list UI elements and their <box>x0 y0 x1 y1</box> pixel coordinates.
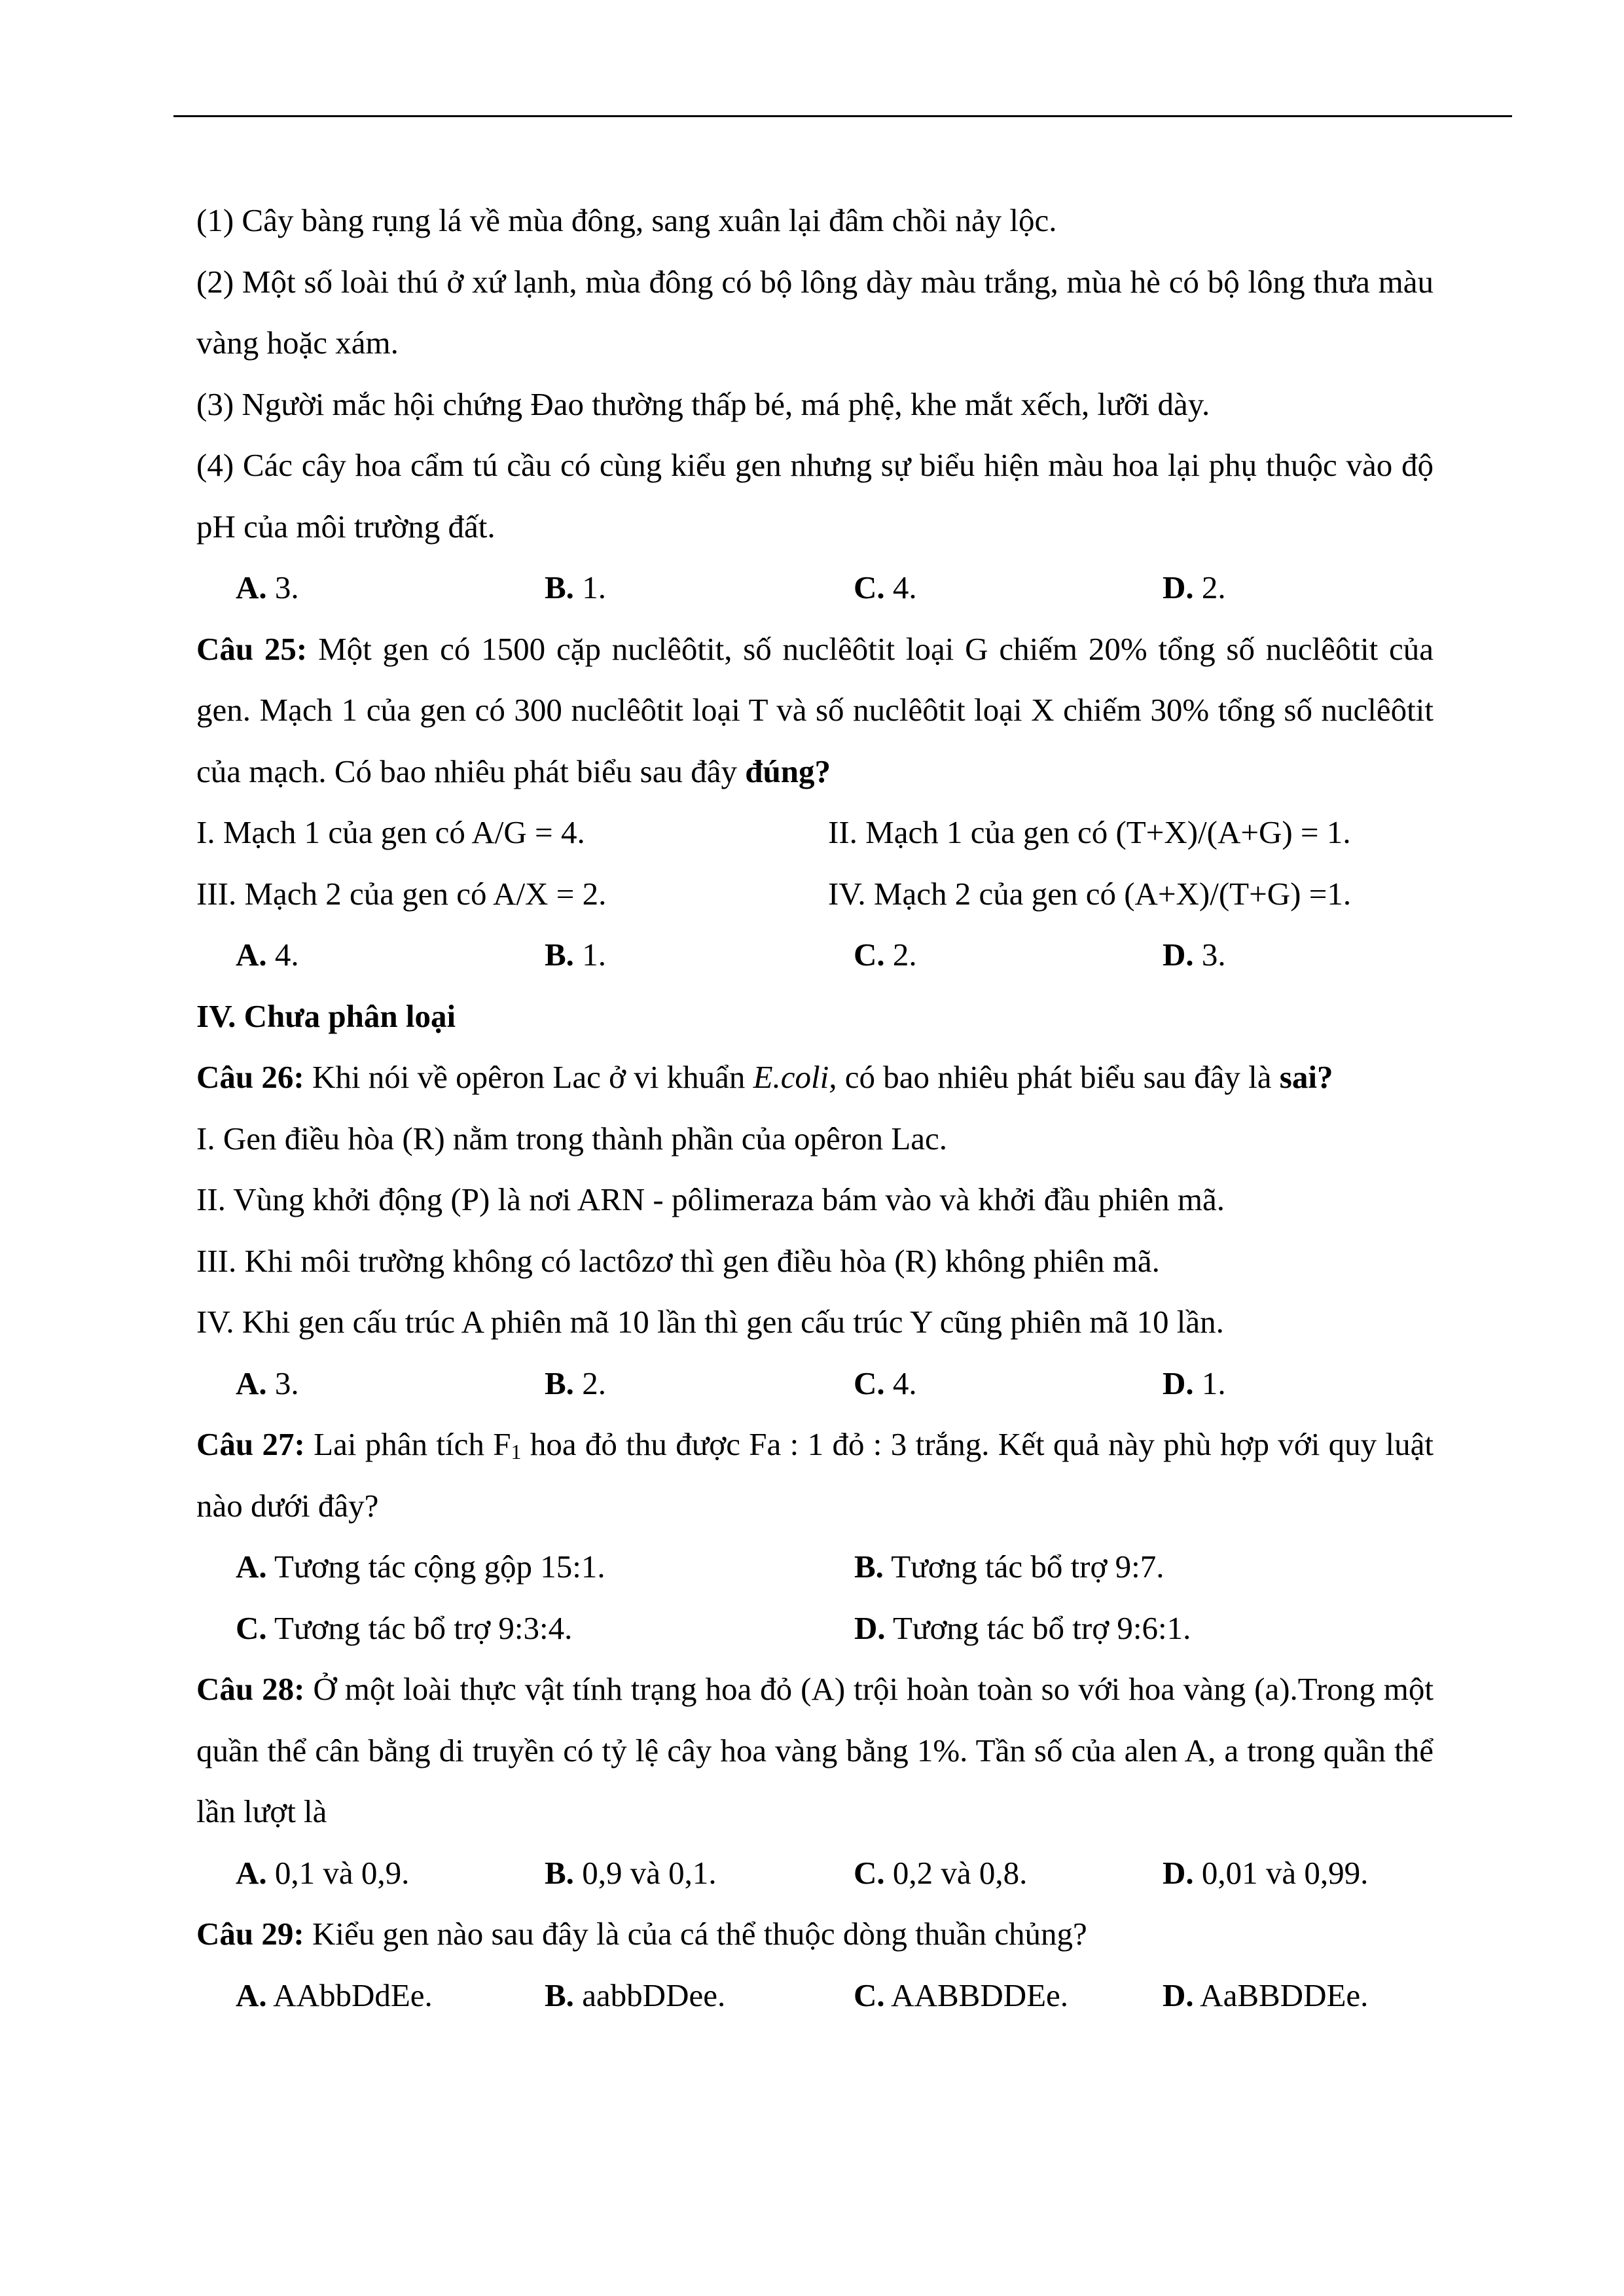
q25-statement-4: IV. Mạch 2 của gen có (A+X)/(T+G) =1. <box>828 875 1352 912</box>
option-c: C. 4. <box>854 569 917 605</box>
header-rule <box>173 115 1512 117</box>
q26-statement-2: II. Vùng khởi động (P) là nơi ARN - pôlimeraza bám vào và khởi đầu phiên mã. <box>196 1181 1225 1217</box>
statement-1: (1) Cây bàng rụng lá về mùa đông, sang xuân lại đâm chồi nảy lộc. <box>196 202 1057 238</box>
option-d: D. 3. <box>1163 937 1226 973</box>
option-a: A. 0,1 và 0,9. <box>236 1854 410 1891</box>
question-26: Câu 26: Khi nói về opêron Lac ở vi khuẩn E.coli, có bao nhiêu phát biểu sau đây là sai? <box>196 1059 1333 1095</box>
option-a: A. AAbbDdEe. <box>236 1977 433 2013</box>
question-25: Câu 25: Một gen có 1500 cặp nuclêôtit, số nuclêôtit loại G chiếm 20% tổng số nuclêôtit của gen. Mạch 1 của gen có 300 nuclêôtit loại T và số nuclêôtit loại X chiếm 30% tổng số nuclêôtit của mạch. Có bao nhiêu phát biểu sau đây đúng? <box>196 630 1434 789</box>
section-heading: IV. Chưa phân loại <box>196 997 456 1034</box>
q29-options <box>196 1965 1434 2026</box>
q25-statement-2: II. Mạch 1 của gen có (T+X)/(A+G) = 1. <box>828 814 1351 850</box>
q25-statement-1: I. Mạch 1 của gen có A/G = 4. <box>196 814 585 850</box>
q27-options-row-1 <box>196 1536 1434 1598</box>
option-c: C. 4. <box>854 1365 917 1401</box>
option-d: D. 1. <box>1163 1365 1226 1401</box>
option-b: B. 0,9 và 0,1. <box>545 1854 717 1891</box>
document-body <box>196 190 1434 2026</box>
option-b: B. 1. <box>545 569 606 605</box>
statement-4: (4) Các cây hoa cẩm tú cầu có cùng kiểu gen nhưng sự biểu hiện màu hoa lại phụ thuộc vào độ pH của môi trường đất. <box>196 447 1434 545</box>
option-b: B. aabbDDee. <box>545 1977 726 2013</box>
option-d: D. 0,01 và 0,99. <box>1163 1854 1369 1891</box>
question-29: Câu 29: Kiểu gen nào sau đây là của cá thể thuộc dòng thuần chủng? <box>196 1916 1087 1952</box>
option-d: D. 2. <box>1163 569 1226 605</box>
option-c: C. AABBDDEe. <box>854 1977 1069 2013</box>
q25-statements-row-2 <box>196 863 1434 925</box>
option-a: A. Tương tác cộng gộp 15:1. <box>236 1549 605 1585</box>
question-27: Câu 27: Lai phân tích $F_1$ hoa đỏ thu được Fa : 1 đỏ : 3 trắng. Kết quả này phù hợp với quy luật nào dưới đây? <box>196 1426 1434 1524</box>
q26-options <box>196 1353 1434 1414</box>
statement-2: (2) Một số loài thú ở xứ lạnh, mùa đông có bộ lông dày màu trắng, mùa hè có bộ lông thưa màu vàng hoặc xám. <box>196 263 1434 361</box>
q24-options <box>196 557 1434 619</box>
q25-statement-3: III. Mạch 2 của gen có A/X = 2. <box>196 875 607 912</box>
q26-statement-4: IV. Khi gen cấu trúc A phiên mã 10 lần thì gen cấu trúc Y cũng phiên mã 10 lần. <box>196 1304 1224 1340</box>
option-b: B. 2. <box>545 1365 606 1401</box>
q26-statement-1: I. Gen điều hòa (R) nằm trong thành phần của opêron Lac. <box>196 1120 948 1157</box>
option-c: C. 0,2 và 0,8. <box>854 1854 1028 1891</box>
q26-statement-3: III. Khi môi trường không có lactôzơ thì gen điều hòa (R) không phiên mã. <box>196 1242 1160 1279</box>
q25-options <box>196 924 1434 986</box>
q27-options-row-2 <box>196 1598 1434 1659</box>
option-a: A. 3. <box>236 1365 299 1401</box>
option-c: C. 2. <box>854 937 917 973</box>
question-28: Câu 28: Ở một loài thực vật tính trạng hoa đỏ (A) trội hoàn toàn so với hoa vàng (a).Trong một quần thể cân bằng di truyền có tỷ lệ cây hoa vàng bằng 1%. Tần số của alen A, a trong quần thể lần lượt là <box>196 1671 1434 1829</box>
q25-statements-row-1 <box>196 802 1434 863</box>
option-a: A. 4. <box>236 937 299 973</box>
option-b: B. Tương tác bổ trợ 9:7. <box>854 1549 1164 1585</box>
q28-options <box>196 1842 1434 1904</box>
option-c: C. Tương tác bổ trợ 9:3:4. <box>236 1609 573 1646</box>
option-d: D. Tương tác bổ trợ 9:6:1. <box>854 1609 1191 1646</box>
option-d: D. AaBBDDEe. <box>1163 1977 1369 2013</box>
option-b: B. 1. <box>545 937 606 973</box>
statement-3: (3) Người mắc hội chứng Đao thường thấp bé, má phệ, khe mắt xếch, lưỡi dày. <box>196 386 1210 422</box>
option-a: A. 3. <box>236 569 299 605</box>
